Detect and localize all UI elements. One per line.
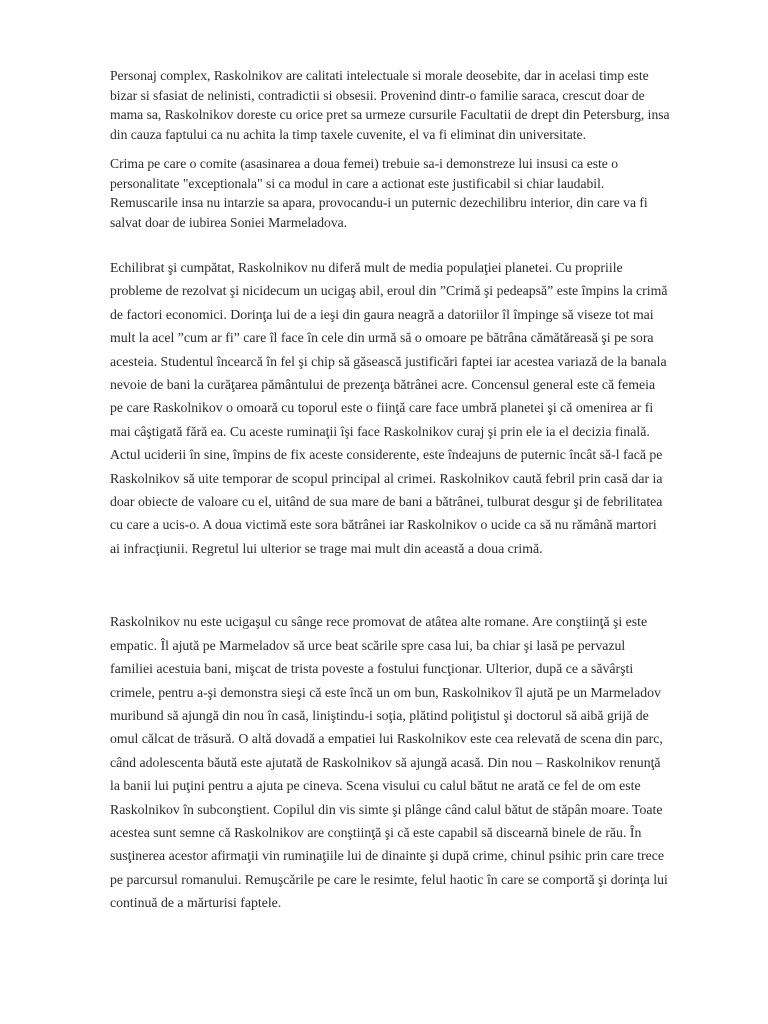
- paragraph-crime-analysis: Echilibrat şi cumpătat, Raskolnikov nu diferă mult de media populaţiei planetei. Cu propriile probleme de rezolvat şi nicidecum un ucigaş abil, eroul din ”Crimă şi pedeapsă” este împins la crimă de factori economici. Dorinţa lui de a ieşi din gaura neagră a datoriilor îl împinge să viseze tot mai mult la acel ”cum ar fi” care îl face în cele din urmă să o omoare pe bătrâna cămătăreasă şi pe sora acesteia. Studentul încearcă în fel şi chip să găsească justificări faptei iar acestea variază de la banala nevoie de bani la curăţarea pământului de prezenţa bătrânei acre. Concensul general este că femeia pe care Raskolnikov o omoară cu toporul este o fiinţă care face umbră planetei şi că omenirea ar fi mai câştigată fără ea. Cu aceste ruminaţii îşi face Raskolnikov curaj şi prin ele ia el decizia finală. Actul uciderii în sine, împins de fix aceste considerente, este îndeajuns de puternic încât să-l facă pe Raskolnikov să uite temporar de scopul principal al crimei. Raskolnikov caută febril prin casă dar ia doar obiecte de valoare cu el, uitând de sua mare de bani a bătrânei, tulburat desgur şi de febrilitatea cu care a ucis-o. A doua victimă este sora bătrânei iar Raskolnikov o ucide ca să nu rămână martori ai infracţiunii. Regretul lui ulterior se trage mai mult din această a doua crimă.: [110, 260, 668, 556]
- paragraph-crime-motive: Crima pe care o comite (asasinarea a doua femei) trebuie sa-i demonstreze lui insusi ca este o personalitate "exceptionala" si ca modul in care a actionat este justificabil si chiar laudabil. Remuscarile insa nu intarzie sa apara, provocandu-i un puternic dezechilibru interior, din care va fi salvat doar de iubirea Soniei Marmeladova.: [110, 156, 648, 230]
- document-page: [110, 66, 670, 915]
- paragraph-empathy: Raskolnikov nu este ucigaşul cu sânge rece promovat de atâtea alte romane. Are conştiinţă şi este empatic. Îl ajută pe Marmeladov să urce beat scările spre casa lui, ba chiar şi lasă pe pervazul familiei acestuia bani, mişcat de trista poveste a fostului funcţionar. Ulterior, după ce a săvârşti crimele, pentru a-şi demonstra sieşi că este încă un om bun, Raskolnikov îl ajută pe un Marmeladov muribund să ajungă din nou în casă, liniştindu-i soţia, plătind poliţistul şi doctorul să aibă grijă de omul călcat de trăsură. O altă dovadă a empatiei lui Raskolnikov este cea relevată de scena din parc, când adolescenta băută este ajutată de Raskolnikov să ajungă acasă. Din nou – Raskolnikov renunţă la banii lui puţini pentru a ajuta pe cineva. Scena visului cu calul bătut ne arată ce fel de om este Raskolnikov în subconştient. Copilul din vis simte şi plânge când calul bătut de stăpân moare. Toate acestea sunt semne că Raskolnikov are conştiinţă şi că este capabil să discearnă binele de rău. În susţinerea acestor afirmaţii vin ruminaţiile lui de dinainte şi după crime, chinul psihic prin care trece pe parcursul romanului. Remuşcările pe care le resimte, felul haotic în care se comportă şi dorinţa lui continuă de a mărturisi faptele.: [110, 614, 668, 911]
- paragraph-raskolnikov-intro: Personaj complex, Raskolnikov are calitati intelectuale si morale deosebite, dar in acelasi timp este bizar si sfasiat de nelinisti, contradictii si obsesii. Provenind dintr-o familie saraca, crescut doar de mama sa, Raskolnikov doreste cu orice pret sa urmeze cursurile Facultatii de drept din Petersburg, insa din cauza faptului ca nu achita la timp taxele cuvenite, el va fi eliminat din universitate.: [110, 68, 670, 142]
